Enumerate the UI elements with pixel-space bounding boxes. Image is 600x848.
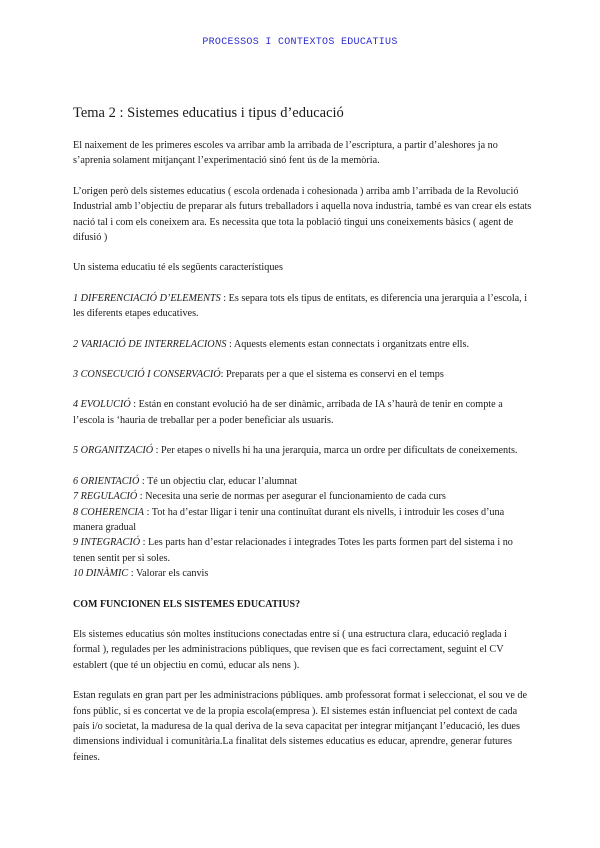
document-body [73, 104, 533, 780]
page-title: Tema 2 : Sistemes educatius i tipus d’educació [73, 105, 344, 121]
intro-paragraph-3: Un sistema educatiu té els següents característiques [73, 262, 283, 274]
characteristic-text: Les parts han d’estar relacionades i integrades Totes les parts formen part del sistema i no tenen sentit per si soles. [73, 537, 513, 564]
characteristic-term: 1 DIFERENCIACIÓ D’ELEMENTS [73, 292, 221, 304]
characteristic-text: Té un objectiu clar, educar l’alumnat [147, 475, 298, 487]
characteristic-text: Aquests elements estan connectats i organitzats entre ells. [233, 338, 470, 350]
section-paragraph-2: Estan regulats en gran part per les administracions públiques. amb professorat format i seleccionat, el sou ve de fons públic, si es concertat ve de la propia escola(empresa ). El sistemes están influenciat pel context de cada país i/o societat, la maduresa de la qual deriva de la seva capacitat per integrar mitjançant l’educació, les dues dimensions individual i comunitària.La finalitat dels sistemes educatius es educar, aprendre, generar futures feines. [73, 690, 528, 763]
intro-paragraph-1: El naixement de les primeres escoles va arribar amb la arribada de l’escriptura, a partir d’aleshores ja no s’aprenia solament mitjançant l’experimentació sinó fent ús de la memòria. [73, 140, 498, 167]
characteristic-item: 4 EVOLUCIÓ : Están en constant evolució ha de ser dinàmic, arribada de IA s’haurà de tenir en compte a l’escola is ‘hauria de treballar per a poder beneficiar als usuaris. [73, 399, 503, 426]
characteristic-item: 8 COHERENCIA : Tot ha d’estar lligar i tenir una continuïtat durant els nivells, i introduir les coses d’una manera gradual [73, 506, 505, 533]
characteristic-text: Es separa tots els tipus de entitats, es diferencia una jerarquia a l’escola, i les diferents etapes educatives. [73, 292, 528, 320]
characteristic-item: 2 VARIACIÓ DE INTERRELACIONS : Aquests elements estan connectats i organitzats entre ells. [73, 338, 470, 350]
characteristic-text: Valorar els canvis [135, 568, 209, 580]
characteristic-item: 7 REGULACIÓ : Necesita una serie de normas per asegurar el funcionamiento de cada curs [73, 491, 446, 503]
characteristic-item: 3 CONSECUCIÓ I CONSERVACIÓ: Preparats per a que el sistema es conservi en el temps [73, 369, 444, 381]
characteristic-term: 9 INTEGRACIÓ [73, 537, 141, 549]
characteristic-term: 7 REGULACIÓ [73, 491, 138, 503]
characteristic-term: 2 VARIACIÓ DE INTERRELACIONS [73, 338, 227, 350]
characteristic-term: 4 EVOLUCIÓ [73, 399, 131, 411]
characteristics-compact-list [73, 474, 533, 582]
characteristic-item: 10 DINÀMIC : Valorar els canvis [73, 568, 209, 580]
characteristic-term: 5 ORGANITZACIÓ [73, 445, 154, 457]
characteristic-text: Per etapes o nivells hi ha una jerarquia, marca un ordre per dificultats de coneixements. [161, 445, 518, 457]
characteristic-term: 6 ORIENTACIÓ [73, 475, 140, 487]
characteristic-item: 1 DIFERENCIACIÓ D’ELEMENTS : Es separa tots els tipus de entitats, es diferencia una jerarquia a l’escola, i les diferents etapes educatives. [73, 292, 528, 320]
characteristic-term: 3 CONSECUCIÓ I CONSERVACIÓ [73, 369, 221, 381]
characteristic-item: 5 ORGANITZACIÓ : Per etapes o nivells hi ha una jerarquia, marca un ordre per dificultats de coneixements. [73, 445, 518, 457]
characteristic-term: 10 DINÀMIC [73, 568, 129, 580]
characteristic-text: Preparats per a que el sistema es conservi en el temps [226, 369, 444, 381]
running-header: PROCESSOS I CONTEXTOS EDUCATIUS [202, 37, 398, 48]
characteristic-item: 9 INTEGRACIÓ : Les parts han d’estar relacionades i integrades Totes les parts formen part del sistema i no tenen sentit per si soles. [73, 537, 513, 564]
section-heading: COM FUNCIONEN ELS SISTEMES EDUCATIUS? [73, 598, 301, 610]
characteristic-text: Están en constant evolució ha de ser dinàmic, arribada de IA s’haurà de tenir en compte a l’escola is ‘hauria de treballar per a poder beneficiar als usuaris. [73, 399, 503, 426]
section-paragraph-1: Els sistemes educatius són moltes institucions conectadas entre sí ( una estructura clara, educació reglada i formal ), regulades per les administracions públiques, que revisen que es faci correctament, seguint el CV establert (que té un objectiu en comú, educar als nens ). [73, 628, 507, 671]
characteristic-text: Tot ha d’estar lligar i tenir una continuïtat durant els nivells, i introduir les coses d’una manera gradual [73, 506, 505, 533]
characteristic-item: 6 ORIENTACIÓ : Té un objectiu clar, educar l’alumnat [73, 475, 298, 487]
characteristic-text: Necesita una serie de normas per asegurar el funcionamiento de cada curs [145, 491, 446, 503]
intro-paragraph-2: L’origen però dels sistemes educatius ( escola ordenada i cohesionada ) arriba amb l’arribada de la Revolució Industrial amb l’objectiu de preparar als futurs treballadors i aquella nova industria, també es van crear els estats nació tal i com els coneixem ara. Es necessita que tota la població tingui uns coneixements bàsics ( agent de difusió ) [73, 185, 532, 244]
characteristic-term: 8 COHERENCIA [73, 506, 145, 518]
